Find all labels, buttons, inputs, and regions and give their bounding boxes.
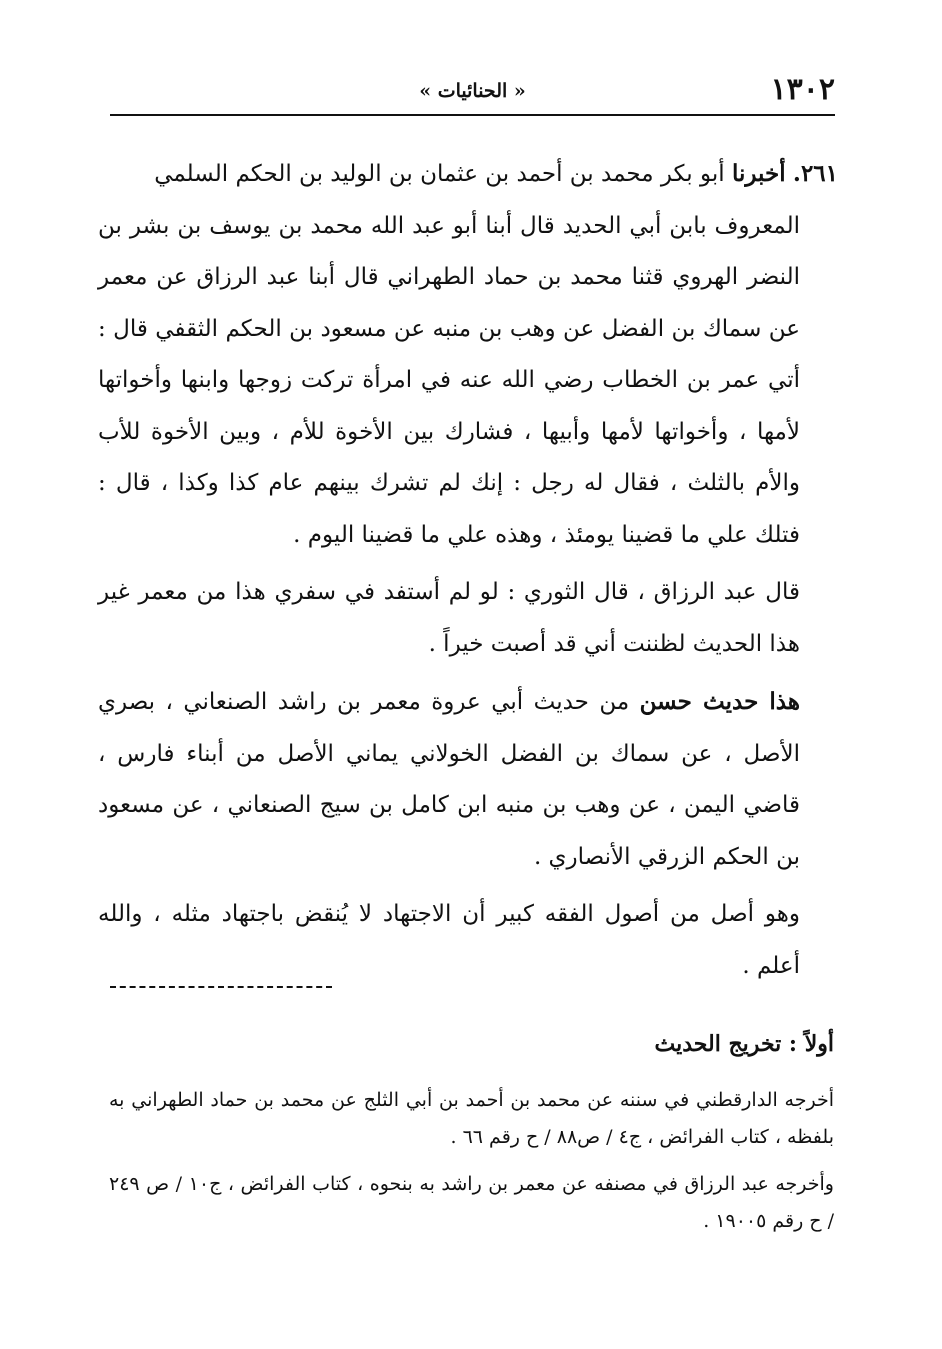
running-title: « الحنائيات » <box>419 80 526 102</box>
grading-text: من حديث أبي عروة معمر بن راشد الصنعاني ، بصري الأصل ، عن سماك بن الفضل الخولاني يماني الأصل من أبناء فارس ، قاضي اليمن ، عن وهب بن منبه ابن كامل بن سيج الصنعاني ، عن مسعود بن الحكم الزرقي الأنصاري . <box>98 689 800 870</box>
hadith-paragraph <box>98 148 838 201</box>
hadith-text-first: أبو بكر محمد بن أحمد بن عثمان بن الوليد بن الحكم السلمي <box>154 161 725 187</box>
takhrij-note-daraqutni: أخرجه الدارقطني في سننه عن محمد بن أحمد بن أبي الثلج عن محمد بن حماد الطهراني به بلفظه ، كتاب الفرائض ، ج٤ / ص٨٨ / ح رقم ٦٦ . <box>109 1089 834 1148</box>
comment-fiqh: وهو أصل من أصول الفقه كبير أن الاجتهاد لا يُنقض باجتهاد مثله ، والله أعلم . <box>98 901 800 979</box>
hadith-number: ٢٦١. <box>792 160 838 187</box>
comment-thawri: قال عبد الرزاق ، قال الثوري : لو لم أستفد في سفري هذا من معمر غير هذا الحديث لظننت أني قد أصبت خيراً . <box>98 579 800 657</box>
hadith-intro-word: أخبرنا <box>731 160 786 187</box>
grading-lead: هذا حديث حسن <box>639 688 801 715</box>
main-text <box>98 148 838 992</box>
page-number: ١٣٠٢ <box>770 72 835 107</box>
hadith-text-continued: المعروف بابن أبي الحديد قال أبنا أبو عبد الله محمد بن يوسف بن بشر بن النضر الهروي قثنا محمد بن حماد الطهراني قال أبنا عبد الرزاق عن معمر عن سماك بن الفضل عن وهب بن منبه عن مسعود بن الحكم الثقفي قال : أتي عمر بن الخطاب رضي الله عنه في امرأة تركت زوجها وابنها وأخواتها لأمها ، وأخواتها لأمها وأبيها ، فشارك بين الأخوة للأم ، وبين الأخوة للأب والأم بالثلث ، فقال له رجل : إنك لم تشرك بينهم عام كذا وكذا ، قال : فتلك علي ما قضينا يومئذ ، وهذه علي ما قضينا اليوم . <box>98 212 800 548</box>
takhrij-heading: أولاً : تخريج الحديث <box>654 1031 834 1057</box>
takhrij-notes <box>109 1082 834 1250</box>
comment-grading <box>98 676 838 883</box>
takhrij-note-abdurrazzaq: وأخرجه عبد الرزاق في مصنفه عن معمر بن راشد به بنحوه ، كتاب الفرائض ، ج١٠ / ص ٢٤٩ / ح رقم ١٩٠٠٥ . <box>109 1173 834 1232</box>
header-rule <box>110 114 835 116</box>
running-header <box>110 70 835 114</box>
footnote-divider <box>110 986 332 988</box>
